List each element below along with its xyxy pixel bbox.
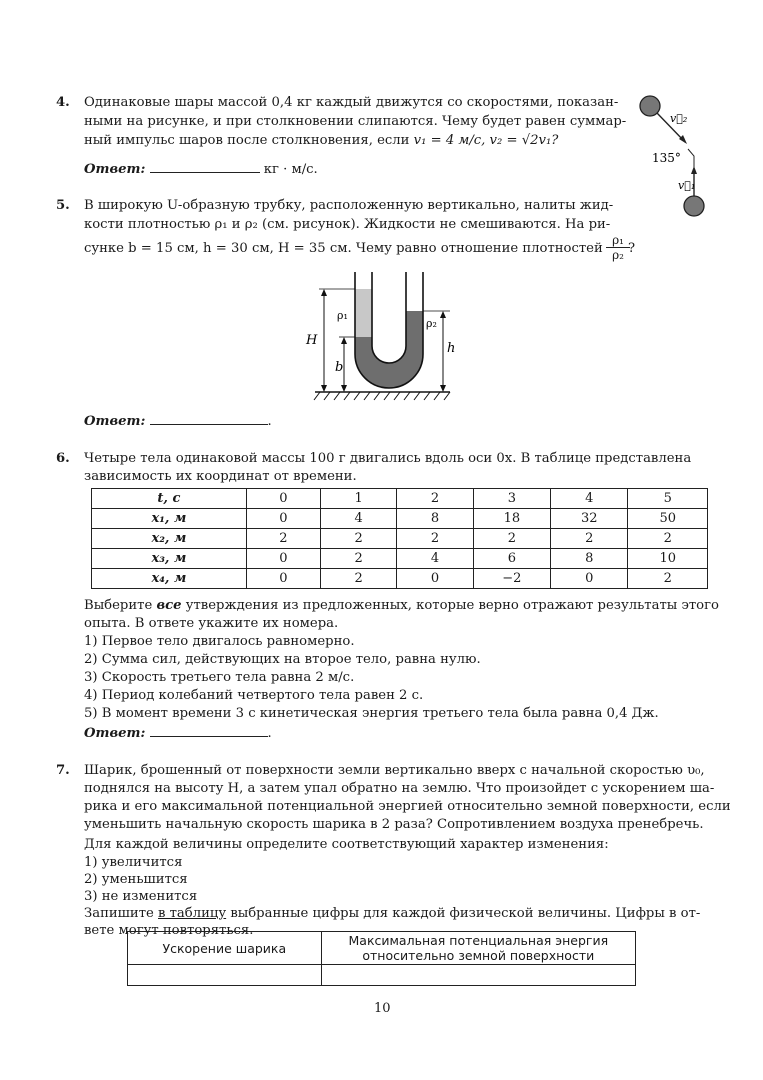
table-cell: 0 [246,569,320,589]
table-cell: 50 [628,509,708,529]
table-cell: 5 [628,489,708,509]
task4-text-line2: ными на рисунке, и при столкновении слипаются. Чему будет равен суммар- [84,114,627,129]
task7-write-c: выбранные цифры для каждой физической величины. Цифры в от- [226,906,701,921]
H-arrow-bottom [321,385,327,392]
task4-answer-label: Ответ: [84,162,146,177]
task7-option-1: 1) увеличится [84,855,183,870]
task7-write-line2: вете могут повторяться. [84,923,254,938]
table-cell: 8 [551,549,628,569]
table-row [92,529,708,549]
task5-text-line3: сунке b = 15 см, h = 30 см, H = 35 см. Чему равно отношение плотностей [84,241,603,256]
task6-answer-field[interactable] [150,723,268,737]
h-label: h [447,341,456,356]
table-row [92,549,708,569]
h-arrow-top [440,311,446,318]
table-cell: −2 [473,569,550,589]
table-cell: 18 [473,509,550,529]
task6-table [91,488,708,589]
table-row-head: x₂, м [92,529,247,549]
table-cell: 32 [551,509,628,529]
task7-answer-table [127,931,636,986]
table-row-head: x₁, м [92,509,247,529]
task7-text-line5: Для каждой величины определите соответствующий характер изменения: [84,837,609,852]
task6-select-c: утверждения из предложенных, которые верно отражают результаты этого [181,598,719,613]
task7-text-line1: Шарик, брошенный от поверхности земли вертикально вверх с начальной скоростью υ₀, [84,763,705,778]
task6-answer-label: Ответ: [84,726,146,741]
task7-answer-cell-2[interactable] [321,965,635,986]
task5-frac-num: ρ₁ [606,233,630,248]
rho2-label: ρ₂ [426,317,437,330]
task4-answer-field[interactable] [150,159,260,173]
task6-select-emph: все [156,598,182,613]
table-cell: 2 [320,529,396,549]
task6-option-5: 5) В момент времени 3 с кинетическая энергия третьего тела была равна 0,4 Дж. [84,706,659,721]
angle-label: 135° [652,151,681,165]
table-cell: 10 [628,549,708,569]
task4-answer-row [84,159,318,179]
table-cell: 0 [246,509,320,529]
table-row [128,932,636,965]
table-row [128,965,636,986]
task7-text-line2: поднялся на высоту H, а затем упал обратно на землю. Что произойдет с ускорением ша- [84,781,715,796]
b-arrow-bottom [341,385,347,392]
page-number: 10 [374,1001,391,1016]
task5-answer-label: Ответ: [84,414,146,429]
liquid-rho1 [355,289,372,337]
task5-question-mark: ? [628,241,636,256]
table-cell: 0 [551,569,628,589]
v2-label: v⃗₂ [670,112,688,125]
task5-fraction [606,233,630,262]
task6-number: 6. [56,451,70,466]
v1-label: v⃗₁ [678,179,696,192]
task6-text-line1: Четыре тела одинаковой массы 100 г двигались вдоль оси 0x. В таблице представлена [84,451,692,466]
table-cell: 0 [246,549,320,569]
table-row-head: x₄, м [92,569,247,589]
task6-option-3: 3) Скорость третьего тела равна 2 м/с. [84,670,355,685]
task6-option-4: 4) Период колебаний четвертого тела равен 2 с. [84,688,424,703]
task5-text-line1: В широкую U-образную трубку, расположенную вертикально, налиты жид- [84,198,614,213]
table-cell: 4 [397,549,473,569]
table-cell: 2 [320,569,396,589]
task7-col2-header-line2: относительно земной поверхности [362,948,595,963]
task4-answer-unit: кг · м/с. [263,162,318,177]
table-cell: 2 [246,529,320,549]
task6-select-line2: опыта. В ответе укажите их номера. [84,616,339,631]
b-label: b [335,360,344,375]
task7-col2-header [321,932,635,965]
task5-answer-end: . [267,414,272,429]
task5-answer-row [84,411,272,431]
table-cell: 4 [551,489,628,509]
task5-figure [300,268,460,410]
task7-col2-header-line1: Максимальная потенциальная энергия [348,933,609,948]
b-arrow-top [341,337,347,344]
table-cell: 2 [628,569,708,589]
ball-bottom [684,196,704,216]
table-cell: 6 [473,549,550,569]
task6-select-a: Выберите [84,598,157,613]
H-label: H [306,333,318,348]
table-cell: 0 [246,489,320,509]
task5-text-line2: кости плотностью ρ₁ и ρ₂ (см. рисунок). Жидкости не смешиваются. На ри- [84,217,611,232]
task6-text-line2: зависимость их координат от времени. [84,469,357,484]
task7-answer-cell-1[interactable] [128,965,322,986]
table-cell: 2 [397,489,473,509]
table-row [92,569,708,589]
table-row [92,489,708,509]
task7-option-3: 3) не изменится [84,889,198,904]
task6-answer-row [84,723,272,743]
task7-text-line4: уменьшить начальную скорость шарика в 2 раза? Сопротивлением воздуха пренебречь. [84,817,704,832]
task6-select-line1 [84,597,719,615]
task5-number: 5. [56,198,70,213]
table-cell: 0 [397,569,473,589]
task4-figure [636,92,716,222]
table-cell: 2 [397,529,473,549]
task4-text-line3-main: ный импульс шаров после столкновения, если [84,133,410,148]
task4-text-line1: Одинаковые шары массой 0,4 кг каждый движутся со скоростями, показан- [84,95,619,110]
rho1-label: ρ₁ [337,309,348,322]
task6-option-1: 1) Первое тело двигалось равномерно. [84,634,355,649]
table-row-head: x₃, м [92,549,247,569]
task7-option-2: 2) уменьшится [84,872,188,887]
table-cell: 2 [551,529,628,549]
task4-text-line3 [84,132,558,150]
tube-inner-wall [372,272,406,363]
table-row-head: t, с [92,489,247,509]
task7-write-a: Запишите [84,906,158,921]
task7-col1-header: Ускорение шарика [128,932,322,965]
task6-answer-end: . [267,726,272,741]
h-arrow-bottom [440,385,446,392]
table-cell: 4 [320,509,396,529]
task4-condition: v₁ = 4 м/с, v₂ = √2v₁? [413,133,559,148]
task6-option-2: 2) Сумма сил, действующих на второе тело, равна нулю. [84,652,481,667]
task5-frac-den: ρ₂ [612,248,624,262]
H-arrow-top [321,289,327,296]
task5-answer-field[interactable] [150,411,268,425]
ground-hatch [314,392,450,400]
table-cell: 8 [397,509,473,529]
table-row [92,509,708,529]
table-cell: 2 [473,529,550,549]
table-cell: 1 [320,489,396,509]
task7-text-line3: рика и его максимальной потенциальной энергией относительно земной поверхности, если [84,799,731,814]
table-cell: 2 [628,529,708,549]
table-cell: 2 [320,549,396,569]
task4-number: 4. [56,95,70,110]
task7-number: 7. [56,763,70,778]
table-cell: 3 [473,489,550,509]
task7-write-underlined: в таблицу [158,906,227,921]
task7-write-line1 [84,905,700,923]
